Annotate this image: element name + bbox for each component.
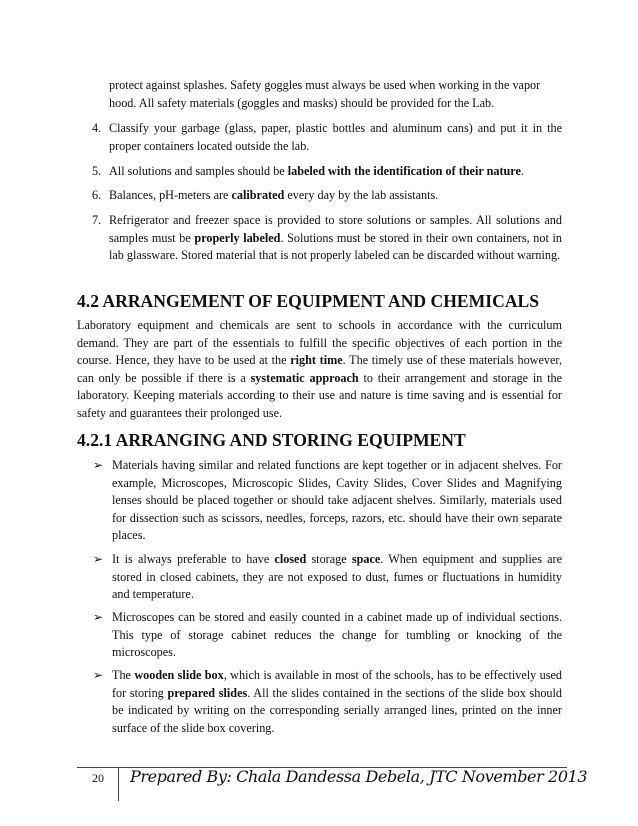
arrow-bullet-icon: ➢	[93, 610, 104, 624]
section-paragraph: Laboratory equipment and chemicals are sent to schools in accordance with the curriculum demand. They are part of the essentials to fulfill the specific objectives of each portion in the course. Hence, they have to be used at the right time. The timely use of these materials however, can only be possible if there is a systematic approach to their arrangement and storage in the laboratory. Keeping materials according to their use and nature is time saving and is essential for safety and guarantees their prolonged use.	[77, 318, 562, 420]
continued-paragraph: protect against splashes. Safety goggles must always be used when working in the vapor hood. All safety materials (goggles and masks) should be provided for the Lab.	[109, 78, 541, 110]
item-number: 4.	[92, 121, 102, 135]
bullet-item-text: Materials having similar and related functions are kept together or in adjacent shelves. For example, Microscopes, Microscopic Slides, Cavity Slides, Cover Slides and Magnifying lenses should be placed together or should take adjacent shelves. Similarly, materials used for dissection such as scissors, needles, forceps, razors, etc. should have their own separate places.	[112, 458, 562, 543]
list-item-text: Refrigerator and freezer space is provided to store solutions or samples. All solutions and samples must be properly labeled. Solutions must be stored in their own containers, not in lab glassware. Stored material that is not properly labeled can be discarded without warning.	[109, 213, 562, 263]
page-number: 20	[92, 771, 104, 785]
item-number: 5.	[92, 164, 102, 178]
arrow-bullet-icon: ➢	[93, 552, 104, 566]
list-item-text: All solutions and samples should be labeled with the identification of their nature.	[109, 164, 524, 178]
item-number: 6.	[92, 188, 102, 202]
footer-credit: Prepared By: Chala Dandessa Debela, JTC November 2013	[130, 767, 588, 786]
section-heading: 4.2 ARRANGEMENT OF EQUIPMENT AND CHEMICALS	[77, 291, 540, 311]
bullet-item-text: The wooden slide box, which is available in most of the schools, has to be effectively used for storing prepared slides. All the slides contained in the sections of the slide box should be indicated by writing on the corresponding serially arranged lines, printed on the inner surface of the slide box covering.	[112, 668, 563, 735]
footer-vertical-divider	[118, 767, 119, 801]
list-item-text: Classify your garbage (glass, paper, plastic bottles and aluminum cans) and put it in the proper containers located outside the lab.	[109, 121, 562, 153]
arrow-bullet-icon: ➢	[93, 458, 104, 472]
item-number: 7.	[92, 213, 102, 227]
arrow-bullet-icon: ➢	[93, 668, 104, 682]
bullet-item-text: Microscopes can be stored and easily counted in a cabinet made up of individual sections. This type of storage cabinet reduces the change for tumbling or knocking of the microscopes.	[112, 610, 562, 660]
list-item-text: Balances, pH-meters are calibrated every day by the lab assistants.	[109, 188, 439, 202]
bullet-item-text: It is always preferable to have closed storage space. When equipment and supplies are stored in closed cabinets, they are not exposed to dust, fumes or fluctuations in humidity and temperature.	[112, 552, 562, 602]
subsection-heading: 4.2.1 ARRANGING AND STORING EQUIPMENT	[77, 430, 466, 450]
